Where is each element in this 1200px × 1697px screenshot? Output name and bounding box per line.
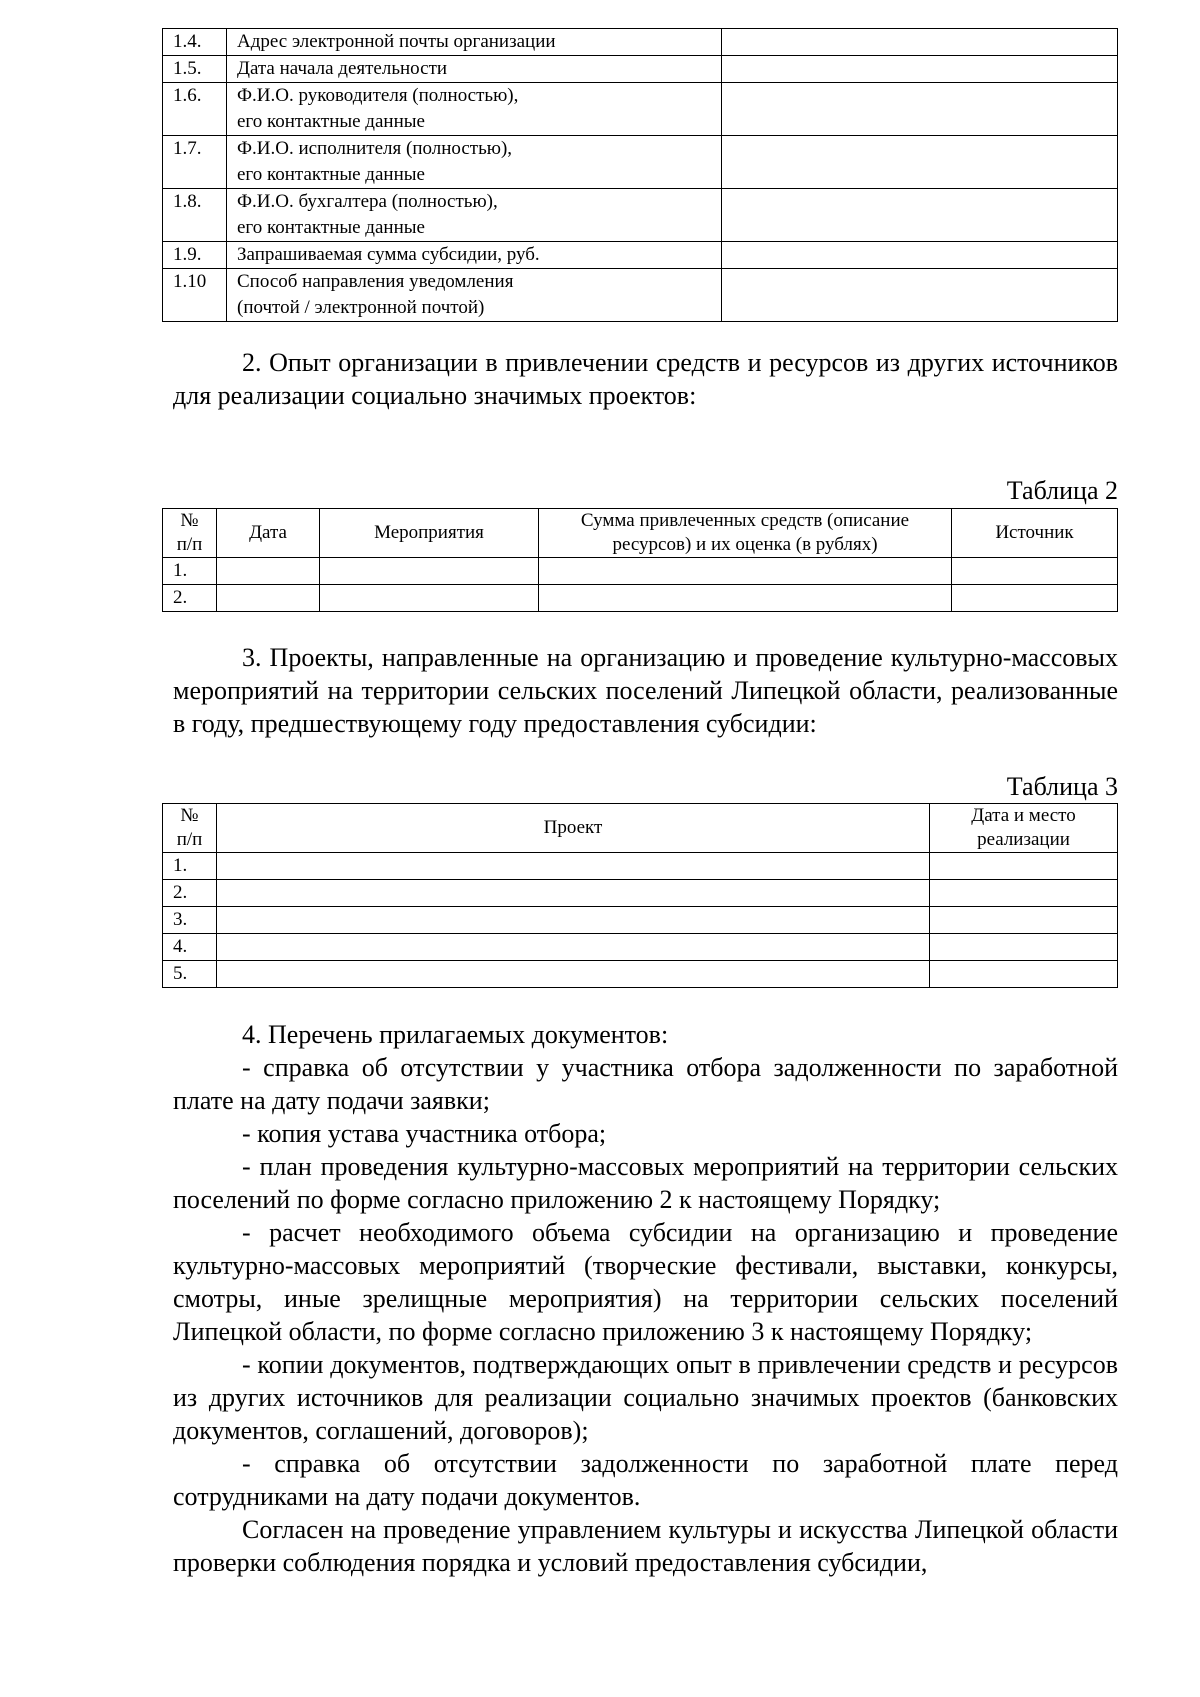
document-list-item: - справка об отсутствии у участника отбора задолженности по заработной плате на дату подачи заявки; [173, 1053, 1118, 1115]
col-header-source: Источник [952, 509, 1118, 558]
consent-text: Согласен на проведение управлением культуры и искусства Липецкой области проверки соблюдения порядка и условий предоставления субсидии, [173, 1515, 1118, 1577]
cell [217, 880, 930, 907]
table-row [163, 56, 1118, 83]
row-value-cell [722, 83, 1118, 136]
cell [320, 585, 539, 612]
row-number: 1.5. [163, 56, 227, 83]
row-number: 1. [163, 853, 217, 880]
row-value-cell [722, 269, 1118, 322]
cell [930, 907, 1118, 934]
document-list-item: - копии документов, подтверждающих опыт в привлечении средств и ресурсов из других источников для реализации социально значимых проектов (банковских документов, соглашений, договоров); [173, 1350, 1118, 1445]
row-number: 5. [163, 961, 217, 988]
row-label [227, 189, 722, 242]
row-value-cell [722, 136, 1118, 189]
col-header-number [163, 509, 217, 558]
cell [320, 558, 539, 585]
section-3-text: 3. Проекты, направленные на организацию и проведение культурно-массовых мероприятий на территории сельских поселений Липецкой области, реализованные в году, предшествующему году предоставления субсидии: [173, 643, 1118, 738]
row-value-cell [722, 29, 1118, 56]
row-number: 1.10 [163, 269, 227, 322]
table-row [163, 880, 1118, 907]
cell [217, 961, 930, 988]
table-row [163, 269, 1118, 322]
row-label: Запрашиваемая сумма субсидии, руб. [227, 242, 722, 269]
cell [930, 961, 1118, 988]
row-number: 1.8. [163, 189, 227, 242]
table-row [163, 934, 1118, 961]
row-label-line2: его контактные данные [237, 111, 425, 132]
col-header-sum [539, 509, 952, 558]
projects-table [162, 803, 1118, 988]
table-2-caption: Таблица 2 [1006, 476, 1118, 505]
organization-info-table [162, 28, 1118, 322]
cell [952, 558, 1118, 585]
row-number: 1.7. [163, 136, 227, 189]
cell [952, 585, 1118, 612]
row-value-cell [722, 189, 1118, 242]
cell [217, 585, 320, 612]
attracted-funds-table [162, 508, 1118, 612]
row-number: 4. [163, 934, 217, 961]
section-2-text: 2. Опыт организации в привлечении средств и ресурсов из других источников для реализации социально значимых проектов: [173, 348, 1118, 410]
header-line: Дата и место [971, 805, 1076, 826]
cell [539, 558, 952, 585]
col-header-project: Проект [217, 804, 930, 853]
row-label-line2: (почтой / электронной почтой) [237, 297, 485, 318]
row-label-line1: Ф.И.О. бухгалтера (полностью), [237, 191, 498, 212]
row-label: Дата начала деятельности [227, 56, 722, 83]
cell [217, 558, 320, 585]
table-header-row [163, 804, 1118, 853]
table-row [163, 83, 1118, 136]
row-label-line1: Ф.И.О. исполнителя (полностью), [237, 138, 513, 159]
row-label-line1: Способ направления уведомления [237, 271, 514, 292]
col-header-number [163, 804, 217, 853]
table-row [163, 136, 1118, 189]
row-label: Адрес электронной почты организации [227, 29, 722, 56]
row-value-cell [722, 242, 1118, 269]
document-list-item: - расчет необходимого объема субсидии на организацию и проведение культурно-массовых мероприятий (творческие фестивали, выставки, конкурсы, смотры, иные зрелищные мероприятия) на территории сельских поселений Липецкой области, по форме согласно приложению 3 к настоящему Порядку; [173, 1218, 1118, 1346]
row-number: 2. [163, 880, 217, 907]
row-label [227, 83, 722, 136]
table-3-caption: Таблица 3 [1006, 772, 1118, 801]
cell [930, 853, 1118, 880]
col-header-date-place [930, 804, 1118, 853]
document-list-item: - справка об отсутствии задолженности по заработной плате перед сотрудниками на дату подачи документов. [173, 1449, 1118, 1511]
cell [539, 585, 952, 612]
cell [930, 880, 1118, 907]
header-line: № [180, 805, 199, 826]
row-label [227, 136, 722, 189]
section-4-title: 4. Перечень прилагаемых документов: [242, 1020, 669, 1049]
table-row [163, 242, 1118, 269]
row-number: 1.6. [163, 83, 227, 136]
header-line: ресурсов) и их оценка (в рублях) [612, 534, 878, 555]
header-line: Сумма привлеченных средств (описание [580, 510, 910, 531]
section-4-block [173, 1018, 1118, 1579]
document-list-item: - план проведения культурно-массовых мероприятий на территории сельских поселений по форме согласно приложению 2 к настоящему Порядку; [173, 1152, 1118, 1214]
row-label-line1: Ф.И.О. руководителя (полностью), [237, 85, 519, 106]
cell [930, 934, 1118, 961]
row-number: 1.9. [163, 242, 227, 269]
row-number: 1. [163, 558, 217, 585]
header-line: № [180, 510, 199, 531]
table-row [163, 189, 1118, 242]
table-row [163, 29, 1118, 56]
table-row [163, 853, 1118, 880]
table-row [163, 907, 1118, 934]
row-number: 2. [163, 585, 217, 612]
table-row [163, 558, 1118, 585]
row-label [227, 269, 722, 322]
cell [217, 853, 930, 880]
table-header-row [163, 509, 1118, 558]
cell [217, 907, 930, 934]
col-header-date: Дата [217, 509, 320, 558]
table-row [163, 585, 1118, 612]
row-value-cell [722, 56, 1118, 83]
row-number: 3. [163, 907, 217, 934]
header-line: п/п [176, 534, 203, 555]
header-line: реализации [977, 829, 1070, 850]
col-header-event: Мероприятия [320, 509, 539, 558]
row-label-line2: его контактные данные [237, 217, 425, 238]
document-list-item: - копия устава участника отбора; [242, 1119, 607, 1148]
cell [217, 934, 930, 961]
row-number: 1.4. [163, 29, 227, 56]
header-line: п/п [176, 829, 203, 850]
table-row [163, 961, 1118, 988]
row-label-line2: его контактные данные [237, 164, 425, 185]
